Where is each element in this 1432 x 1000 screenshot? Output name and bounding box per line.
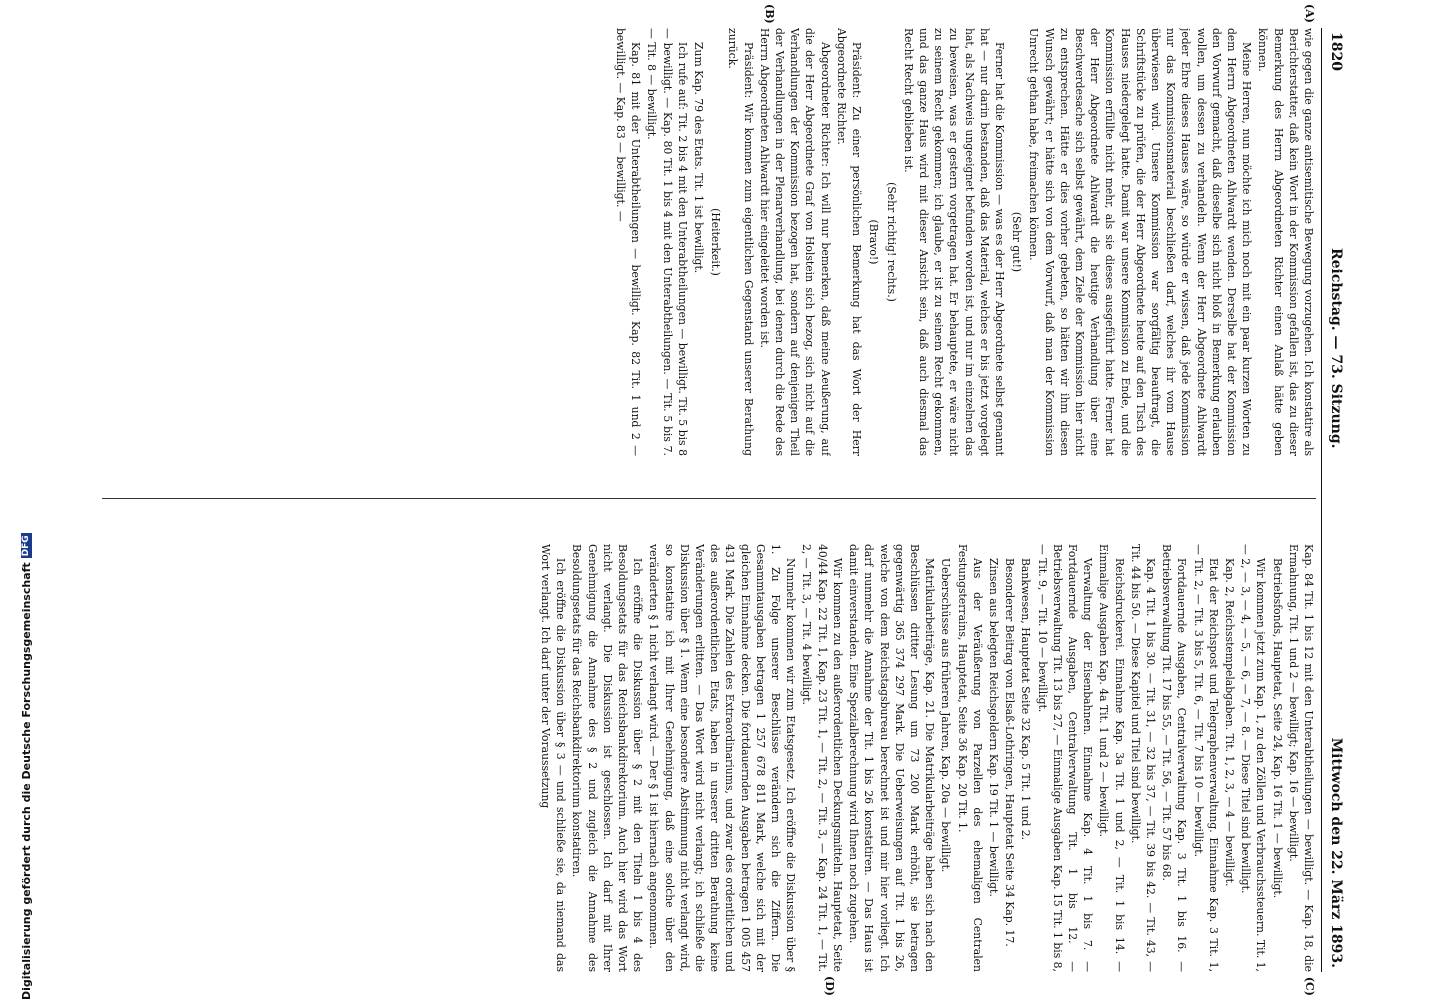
paragraph: Kap. 4 Tit. 1 bis 30. — Tit. 31, — 32 bis 37, — Tit. 39 bis 42. — Tit. 43, — Tit. 44 bis 50. — Diese Kapitel und Titel sind bewilligt. (1128, 544, 1157, 972)
paragraph: Präsident: Zu einer persönlichen Bemerkung hat das Wort der Herr Abgeordnete Richter. (834, 28, 864, 456)
margin-marker-c: (C) (1303, 976, 1316, 996)
paragraph: Wir kommen zu den außerordentlichen Deckungsmitteln. Hauptetat, Seite 40/44 Kap. 22 Tit. 1, Kap. 23 Tit. 1, — Tit. 2, — Tit. 3, — Kap. 24 Tit. 1, — Tit. 2, — Tit. 3, — Tit. 4 bewilligt. (800, 544, 844, 972)
margin-marker-d: (D) (823, 976, 836, 996)
paragraph: Fortdauernde Ausgaben, Centralverwaltung Kap. 3 Tit. 1 bis 16. — Betriebsverwaltung Tit. 17 bis 55, — Tit. 56, — Tit. 57 bis 68. (1160, 544, 1189, 972)
page-number: 1820 (1328, 32, 1344, 71)
paragraph: Wir kommen jetzt zum Kap. 1, zu den Zöllen und Verbrauchssteuern. Tit. 1, — 2, — 3, — 4, — 5, — 6, — 7, — 8. — Diese Titel sind bewilligt. (1239, 544, 1268, 972)
text-columns (62, 4, 1316, 996)
paragraph: Besonderer Beitrag von Elsaß-Lothringen, Hauptetat Seite 34 Kap. 17. (1003, 558, 1017, 947)
paragraph: Kap. 84 Tit. 1 bis 12 mit den Unterabtheilungen — bewilligt. — Kap. 18, die Ermahnung, Tit. 1 und 2 — bewilligt; Kap. 16 — bewilligt. (1286, 544, 1315, 972)
paragraph: Ueberschüsse aus früheren Jahren, Kap. 20a — bewilligt. (939, 558, 953, 873)
paragraph: wie gegen die ganze antisemitische Bewegung vorzugehen. Ich konstatire als Berichterstatter, daß kein Wort in der Kommission gefallen ist, das zu dieser Bemerkung des Herrn Abgeordneten Richter einen Anlaß hätte geben können. (1256, 28, 1315, 456)
page-header (1321, 28, 1348, 972)
paragraph: Ich eröffne die Diskussion über § 2 mit den Titeln 1 bis 4 des Besoldungsetats für das Reichsbankdirektorium. Auch hier wird das Wort nicht verlangt. Die Diskussion ist geschlossen. Ich darf mit Ihrer Genehmigung die Annahme des § 2 und zugleich die Annahme des Besoldungsetats für das Reichsbankdirektorium konstatiren. (570, 544, 645, 972)
paragraph: Zinsen aus belegten Reichsgeldern Kap. 19 Tit. 1 — bewilligt. (986, 558, 1000, 897)
paragraph: Präsident: Wir kommen zum eigentlichen Gegenstand unserer Berathung zurück. (726, 28, 755, 456)
credit-text: Digitalisierung gefördert durch die Deutsche Forschungsgemeinschaft (20, 562, 33, 1000)
paragraph: Aus der Veräußerung von Parzellen des ehemaligen Centralen Festungsterrains, Hauptetat, Seite 36 Kap. 20 Tit. 1. (955, 544, 984, 972)
margin-marker-b: (B) (763, 4, 776, 24)
right-column (62, 544, 1316, 972)
paragraph: Verwaltung der Eisenbahnen. Einnahme Kap. 4 Tit. 1 bis 7. — Fortdauernde Ausgaben, Centralverwaltung Tit. 1 bis 12. — Betriebsverwaltung Tit. 13 bis 27, — Einmalige Ausgaben Kap. 15 Tit. 1 bis 8, — Tit. 9, — Tit. 10 — bewilligt. (1035, 544, 1095, 972)
session-title: Reichstag. — 73. Sitzung. (1328, 248, 1344, 449)
digitization-credit (20, 533, 33, 1000)
left-column (62, 28, 1316, 456)
paragraph: Abgeordneter Richter: Ich will nur bemerken, daß meine Aeußerung, auf die der Herr Abgeordnete Graf von Holstein sich bezog, sich nicht auf die Verhandlungen der Kommission bezogen hat, sondern auf denjenigen Theil der Verhandlungen in der Plenarverhandlung, bei denen durch die Rede des Herrn Abgeordneten Ahlwardt hier eingeleitet worden ist. (757, 28, 832, 456)
interjection: (Sehr gut!) (1010, 211, 1024, 273)
paragraph: Betriebsfonds, Hauptetat, Seite 24, Kap. 16 Tit. 1 — bewilligt. (1270, 558, 1284, 899)
paragraph: Reichsdruckerei. Einnahme Kap. 3a Tit. 1 und 2, — Tit. 1 bis 14. — Einmalige Ausgaben Kap. 4a Tit. 1 und 2 — bewilligt. (1097, 544, 1126, 972)
column-divider (102, 498, 1316, 499)
paragraph: Ferner hat die Kommission — was es der Herr Abgeordnete selbst genannt hat — nur darin bestanden, daß das Material, welches er bis jetzt vorgelegt hat, als Nachweis ungeeignet befunden worden ist, und nur im einzelnen das zu beweisen, was er gestern vorgetragen hat. Er behauptete, er wäre nicht zu seinem Recht gekommen; ich glaube, er ist zu seinem Recht gekommen, und das ganze Haus wird mit dieser Ansicht sein, daß auch diesmal das Recht Recht geblieben ist. (901, 28, 1006, 456)
paragraph: Nunmehr kommen wir zum Etatsgesetz. Ich eröffne die Diskussion über § 1. Zu Folge unserer Beschlüsse verändern sich die Ziffern. Die Gesammtausgaben betragen 1 257 678 811 Mark, welche sich mit der gleichen Einnahme decken. Die fortdauernden Ausgaben betragen 1 005 457 431 Mark. Die Zahlen des Extraordinariums, und zwar des ordentlichen und des außerordentlichen Etats, haben in unserer dritten Berathung keine Veränderungen erlitten. — Das Wort wird nicht verlangt; ich schließe die Diskussion über § 1. Wenn eine besondere Abstimmung nicht verlangt wird, so konstatire ich mit Ihrer Genehmigung, daß eine solche über den veränderten § 1 nicht verlangt wird. — Der § 1 ist hiernach angenommen. (647, 544, 798, 972)
paragraph: Ich eröffne die Diskussion über § 3 — und schließe sie, da niemand das Wort verlangt. Ich darf unter der Voraussetzung (539, 544, 568, 972)
session-date: Mittwoch den 22. März 1893. (1328, 737, 1344, 968)
paragraph: Zum Kap. 79 des Etats. Tit. 1 ist bewilligt. (692, 42, 706, 274)
interjection: (Bravo!) (867, 219, 881, 265)
paragraph: Meine Herren, nun möchte ich mich noch mit ein paar kurzen Worten zu dem Herrn Abgeordneten Ahlwardt wenden. Derselbe hat der Kommission den Vorwurf gemacht, daß dieselbe sich nicht bloß in Bemerkung erlauben wollen, um dessen zu verhandeln. Wenn der Herr Abgeordnete Ahlwardt jeder Ehre dieses Hauses wäre, so würde er wissen, daß jede Kommission nur das Kommissionsmaterial beschließen darf, welches ihr vom Hause überwiesen wird. Unsere Kommission war sorgfältig beauftragt, die Schriftstücke zu prüfen, die der Herr Abgeordnete heute auf den Tisch des Hauses niedergelegt hatte. Damit war unsere Kommission zu Ende, und die Kommission erfüllte nicht mehr, als sie dieses ausgeführt hatte. Ferner hat der Herr Abgeordnete Ahlwardt die heutige Verhandlung über eine Beschwerdesache sich selbst gewährt, dem Ziele der Kommission hier nicht zu entsprechen. Hätte er dies vorher gebeten, so hätten wir ihm diesen Wunsch gewährt; er hätte sich von dem Vorwurf, daß man der Kommission Unrecht gethan habe, freimachen können. (1027, 28, 1254, 456)
paragraph: Etat der Reichspost und Telegraphenverwaltung. Einnahme Kap. 3 Tit. 1, — Tit. 2, — Tit. 3 bis 5, Tit. 6, — Tit. 7 bis 10 — bewilligt. (1191, 544, 1220, 972)
paragraph: Bankwesen, Hauptetat Seite 32 Kap. 5 Tit. 1 und 2. (1019, 558, 1033, 841)
newspaper-sheet (62, 0, 1362, 1000)
interjection: (Sehr richtig! rechts.) (884, 182, 898, 302)
paragraph: Ich rufe auf: Tit. 2 bis 4 mit den Unterabtheilungen — bewilligt. Tit. 5 bis 8 — bewilligt. — Kap. 80 Tit. 1 bis 4 mit den Unterabtheilungen. — Tit. 5 bis 7. — Tit. 8 — bewilligt. (645, 28, 689, 456)
paragraph: Matrikularbeiträge, Kap. 21. Die Matrikularbeiträge haben sich nach den Beschlüssen dritter Lesung um 73 200 Mark erhöht, sie betragen gegenwärtig 365 374 297 Mark. Die Ueberweisungen auf Tit. 1 bis 26, welche von dem Reichstagsbureau berechnet ist und mir hier vorliegt. Ich darf nunmehr die Annahme der Tit. 1 bis 26 konstatiren. — Das Haus ist damit einverstanden. Eine Spezialberechnung wird Ihnen noch zugehen. (847, 544, 937, 972)
paragraph: Kap. 2, Reichsstempelabgaben. Tit. 1, 2, 3, — 4 — bewilligt. (1222, 558, 1236, 887)
margin-marker-a: (A) (1303, 4, 1316, 23)
interjection: (Heiterkeit.) (709, 208, 723, 276)
dfg-logo: DFG (21, 535, 31, 557)
paragraph: Kap. 81 mit der Unterabtheilungen — bewilligt. Kap. 82 Tit. 1 und 2 — bewilligt. — Kap. 83 — bewilligt. — (614, 28, 643, 456)
